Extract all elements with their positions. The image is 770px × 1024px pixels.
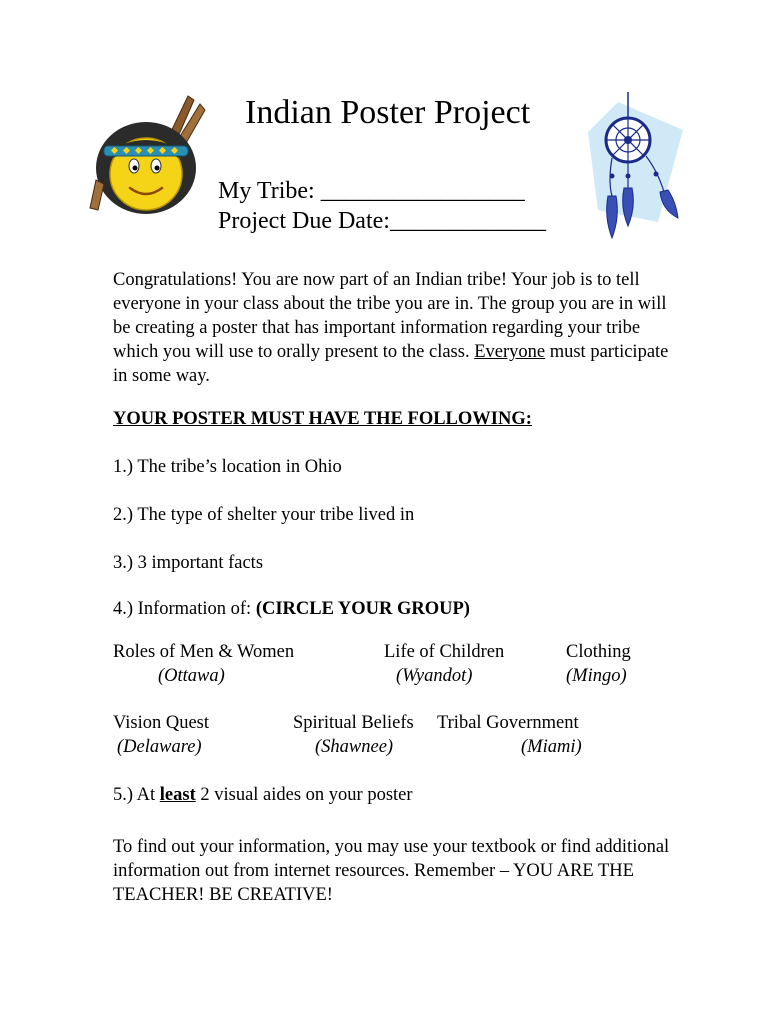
list-item-4 xyxy=(113,599,470,620)
group-tribe: (Mingo) xyxy=(566,666,627,686)
item5-post: 2 visual aides on your poster xyxy=(195,785,413,805)
item5-bold: least xyxy=(159,785,196,805)
indian-smiley-icon xyxy=(88,90,208,225)
due-date-field xyxy=(218,208,546,235)
group-topic[interactable]: Life of Children xyxy=(384,642,505,662)
group-tribe: (Shawnee) xyxy=(315,737,394,757)
group-topic[interactable]: Vision Quest xyxy=(113,713,210,733)
group-topic[interactable]: Tribal Government xyxy=(437,713,579,733)
closing-paragraph: To find out your information, you may use your textbook or find additional information out from internet resources. Remember – YOU ARE THE TEACHER! BE CREATIVE! xyxy=(113,837,670,905)
group-tribe: (Delaware) xyxy=(117,737,202,757)
list-item-5 xyxy=(113,785,413,806)
dreamcatcher-icon xyxy=(578,92,688,247)
tribe-field xyxy=(218,178,525,205)
item4-text: 4.) Information of: xyxy=(113,599,256,619)
group-tribe: (Wyandot) xyxy=(396,666,473,686)
item5-pre: 5.) At xyxy=(113,785,160,805)
list-item: 2.) The type of shelter your tribe lived in xyxy=(113,505,415,525)
group-topic[interactable]: Spiritual Beliefs xyxy=(293,713,414,733)
intro-underlined: Everyone xyxy=(474,342,546,362)
due-date-label: Project Due Date: xyxy=(218,208,390,234)
tribe-blank[interactable]: _________________ xyxy=(320,178,525,204)
group-tribe: (Miami) xyxy=(521,737,582,757)
page-title: Indian Poster Project xyxy=(245,94,531,131)
intro-paragraph xyxy=(113,268,673,388)
group-topic[interactable]: Clothing xyxy=(566,642,631,662)
list-item: 3.) 3 important facts xyxy=(113,553,264,573)
requirements-heading: YOUR POSTER MUST HAVE THE FOLLOWING: xyxy=(113,409,532,429)
list-item: 1.) The tribe’s location in Ohio xyxy=(113,457,342,477)
group-tribe: (Ottawa) xyxy=(158,666,225,686)
due-date-blank[interactable]: _____________ xyxy=(389,208,546,234)
intro-text: Congratulations! You are now part of an Indian tribe! Your job is to tell everyone in your class about the tribe you are in. The group you are in will be creating a poster that has important information regarding your tribe which you will use to orally present to the class. xyxy=(113,270,667,362)
item4-bold: (CIRCLE YOUR GROUP) xyxy=(255,599,470,619)
intro-text-end: must participate in some way. xyxy=(113,342,669,386)
group-topic[interactable]: Roles of Men & Women xyxy=(113,642,295,662)
tribe-label: My Tribe: xyxy=(218,178,315,204)
